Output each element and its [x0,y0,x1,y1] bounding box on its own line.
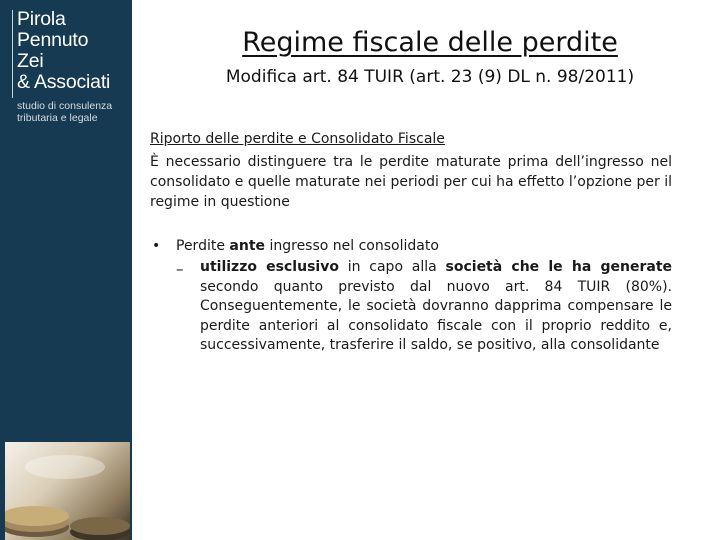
sidebar [0,0,132,540]
section-heading: Riporto delle perdite e Consolidato Fiscale [150,131,445,147]
slide-subtitle: Modifica art. 84 TUIR (art. 23 (9) DL n. 98/2011) [225,67,635,87]
bullet-emphasis: ante [229,238,266,254]
brand-name-line-1: Pirola [17,8,66,30]
bullet-prefix: Perdite [176,238,230,254]
brand-logo [17,9,110,93]
bullet-item [176,236,439,256]
tagline-line-2: tributaria e legale [17,112,98,124]
sub-bullet-text-2: secondo quanto previsto dal nuovo art. 84 TUIR (80%). Conseguentemente, le società dovranno dapprima compensare le perdite anteriori al consolidato fiscale con il proprio reddito e, successivamente, trasferire il saldo, se positivo, alla consolidante [200,278,672,353]
bullet-marker: • [152,238,161,254]
intro-paragraph: È necessario distinguere tra le perdite maturate prima dell’ingresso nel consolidato e quelle maturate nei periodi per cui ha effetto l’opzione per il regime in questione [150,154,672,210]
sub-bullet-item [200,258,672,356]
brand-name-line-2: Pennuto [17,29,89,51]
brand-name-line-4: & Associati [17,71,111,93]
sub-bullet-bold-1: utilizzo esclusivo [200,259,339,275]
coins-illustration [5,442,130,540]
bullet-suffix: ingresso nel consolidato [265,238,439,254]
sub-bullet-bold-2: società che le ha generate [445,259,673,275]
brand-divider-line [12,10,13,98]
brand-name-line-3: Zei [17,50,44,72]
brand-tagline [17,100,112,124]
sub-bullet-marker: – [176,260,184,278]
slide-title: Regime fiscale delle perdite [242,27,618,58]
tagline-line-1: studio di consulenza [17,100,113,112]
sub-bullet-text-1: in capo alla [338,259,446,275]
coins-photo [5,442,130,540]
